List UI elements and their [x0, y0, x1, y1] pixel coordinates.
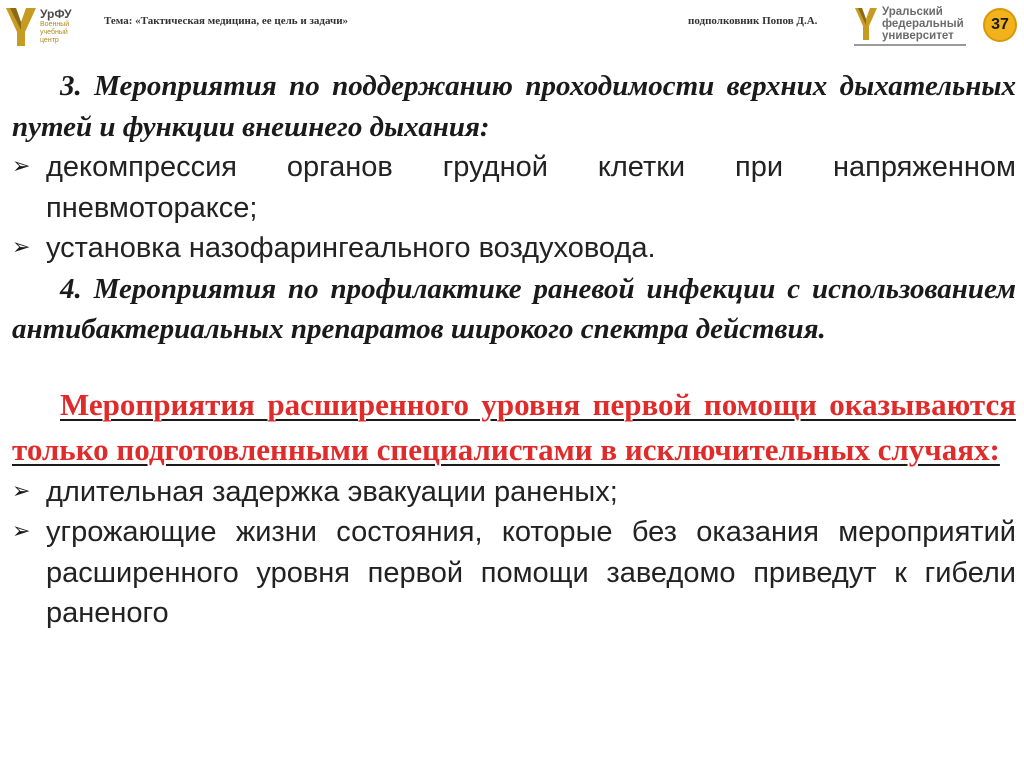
- list-item: [12, 228, 1016, 269]
- list-item-text: декомпрессия органов грудной клетки при напряженном пневмотораксе;: [46, 151, 1016, 224]
- list-item: [12, 512, 1016, 634]
- university-name: Уральский федеральный университет: [882, 6, 964, 42]
- list-item-text: угрожающие жизни состояния, которые без оказания мероприятий расширенного уровня первой помощи заведомо приведут к гибели раненого: [46, 516, 1016, 629]
- urfu-military-center-logo: [4, 4, 84, 50]
- arrow-bullet-icon: ➢: [12, 154, 31, 179]
- list-item: [12, 472, 1016, 513]
- slide-header: [0, 0, 1024, 56]
- arrow-bullet-icon: ➢: [12, 235, 31, 260]
- slide-topic: Тема: «Тактическая медицина, ее цель и задачи»: [104, 15, 349, 27]
- item-3-title: 3. Мероприятия по поддержанию проходимости верхних дыхательных путей и функции внешнего дыхания:: [12, 70, 1016, 143]
- logo-abbreviation: УрФУ: [40, 7, 72, 21]
- item-4-title: 4. Мероприятия по профилактике раневой инфекции с использованием антибактериальных препаратов широкого спектра действия.: [12, 272, 1016, 345]
- arrow-bullet-icon: ➢: [12, 478, 31, 504]
- slide-author: подполковник Попов Д.А.: [688, 15, 818, 27]
- list-item: [12, 147, 1016, 228]
- urfu-university-logo: [854, 6, 974, 46]
- slide-number-badge: 37: [983, 8, 1017, 42]
- list-item-text: установка назофарингеального воздуховода.: [46, 232, 656, 264]
- list-item-text: длительная задержка эвакуации раненых;: [46, 475, 618, 508]
- arrow-bullet-icon: ➢: [12, 519, 31, 544]
- urfu-emblem-icon: [854, 6, 878, 42]
- urfu-emblem-icon: [4, 4, 38, 48]
- slide-content: [12, 66, 1016, 634]
- logo-divider: [854, 44, 966, 46]
- highlight-heading: Мероприятия расширенного уровня первой помощи оказываются только подготовленными специалистами в исключительных случаях:: [12, 386, 1016, 467]
- logo-subtitle: Военный учебный центр: [40, 21, 70, 44]
